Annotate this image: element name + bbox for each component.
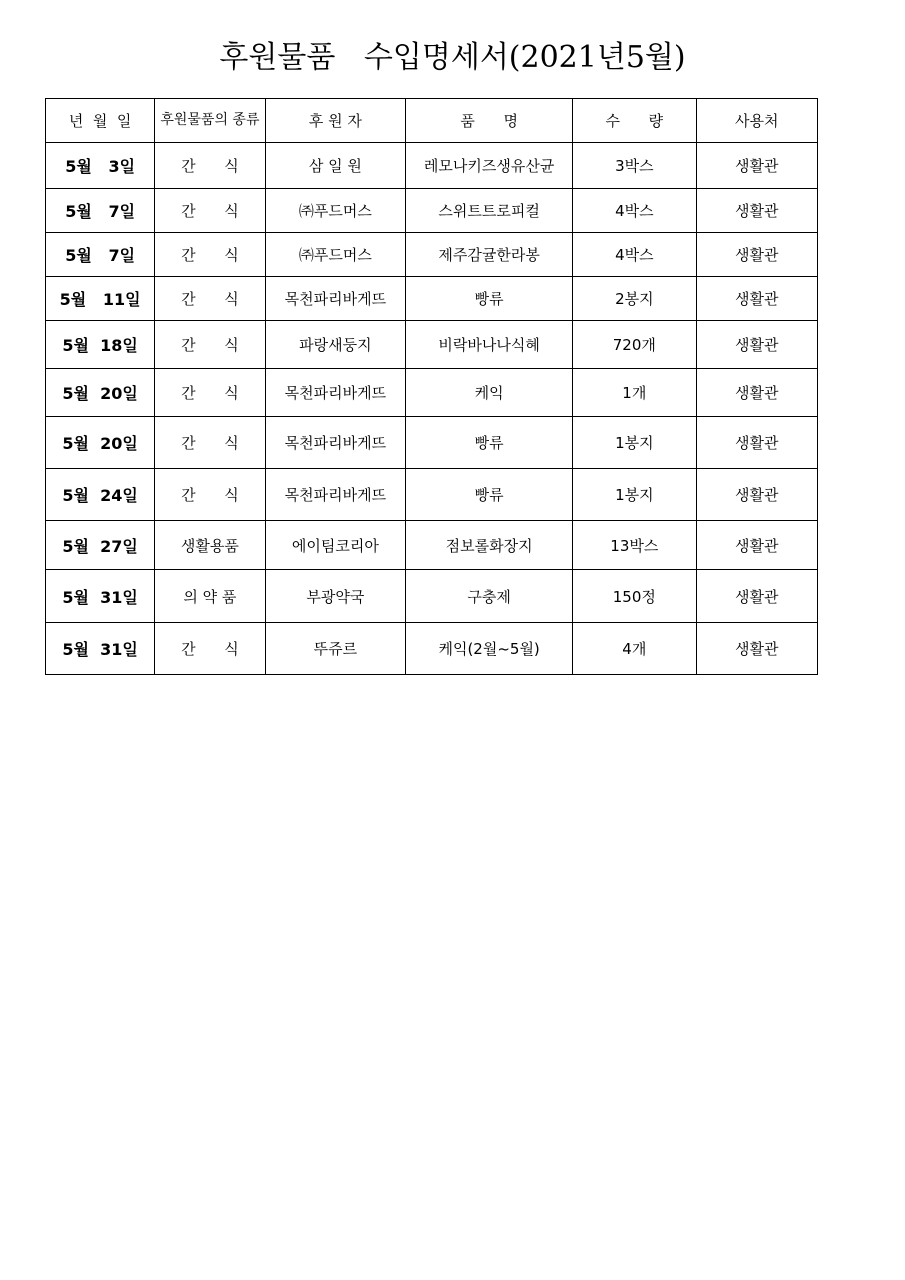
table-row xyxy=(46,469,818,521)
cell-kind: 의 약 품 xyxy=(155,570,265,623)
cell-qty: 3박스 xyxy=(573,143,696,189)
cell-qty: 150정 xyxy=(573,570,696,623)
table-row xyxy=(46,143,818,189)
cell-use: 생활관 xyxy=(696,417,817,469)
cell-item: 제주감귤한라봉 xyxy=(406,233,573,277)
table-row xyxy=(46,521,818,570)
cell-donor: 목천파리바게뜨 xyxy=(265,369,406,417)
cell-kind: 간 식 xyxy=(155,189,265,233)
table-row xyxy=(46,623,818,675)
cell-qty: 4박스 xyxy=(573,233,696,277)
cell-kind: 간 식 xyxy=(155,277,265,321)
cell-qty: 2봉지 xyxy=(573,277,696,321)
cell-donor: 에이팀코리아 xyxy=(265,521,406,570)
document-title: 후원물품 수입명세서(2021년5월) xyxy=(219,40,686,75)
header-qty: 수 량 xyxy=(573,99,696,143)
cell-date: 5월 20일 xyxy=(46,369,155,417)
cell-item: 점보롤화장지 xyxy=(406,521,573,570)
cell-kind: 간 식 xyxy=(155,469,265,521)
cell-donor: 목천파리바게뜨 xyxy=(265,277,406,321)
cell-kind: 간 식 xyxy=(155,417,265,469)
cell-kind: 생활용품 xyxy=(155,521,265,570)
cell-donor: 파랑새둥지 xyxy=(265,321,406,369)
cell-item: 빵류 xyxy=(406,277,573,321)
cell-donor: 뚜쥬르 xyxy=(265,623,406,675)
cell-use: 생활관 xyxy=(696,623,817,675)
cell-date: 5월 20일 xyxy=(46,417,155,469)
cell-kind: 간 식 xyxy=(155,233,265,277)
cell-item: 레모나키즈생유산균 xyxy=(406,143,573,189)
cell-use: 생활관 xyxy=(696,469,817,521)
header-donor: 후 원 자 xyxy=(265,99,406,143)
header-use: 사용처 xyxy=(696,99,817,143)
cell-qty: 4개 xyxy=(573,623,696,675)
cell-item: 케익(2월~5월) xyxy=(406,623,573,675)
donation-receipt-table xyxy=(45,98,818,675)
table-row xyxy=(46,277,818,321)
cell-donor: 삼 일 원 xyxy=(265,143,406,189)
cell-qty: 1개 xyxy=(573,369,696,417)
table-row xyxy=(46,417,818,469)
cell-date: 5월 18일 xyxy=(46,321,155,369)
table-header-row xyxy=(46,99,818,143)
cell-date: 5월 24일 xyxy=(46,469,155,521)
cell-kind: 간 식 xyxy=(155,623,265,675)
cell-use: 생활관 xyxy=(696,521,817,570)
cell-use: 생활관 xyxy=(696,369,817,417)
cell-donor: ㈜푸드머스 xyxy=(265,189,406,233)
cell-qty: 1봉지 xyxy=(573,417,696,469)
cell-qty: 720개 xyxy=(573,321,696,369)
table-row xyxy=(46,369,818,417)
cell-item: 케익 xyxy=(406,369,573,417)
cell-date: 5월 11일 xyxy=(46,277,155,321)
cell-donor: ㈜푸드머스 xyxy=(265,233,406,277)
cell-kind: 간 식 xyxy=(155,369,265,417)
cell-use: 생활관 xyxy=(696,233,817,277)
cell-qty: 4박스 xyxy=(573,189,696,233)
cell-use: 생활관 xyxy=(696,277,817,321)
cell-date: 5월 3일 xyxy=(46,143,155,189)
table-row xyxy=(46,189,818,233)
cell-date: 5월 27일 xyxy=(46,521,155,570)
cell-kind: 간 식 xyxy=(155,143,265,189)
table-row xyxy=(46,321,818,369)
header-item: 품 명 xyxy=(406,99,573,143)
cell-use: 생활관 xyxy=(696,321,817,369)
cell-item: 비락바나나식혜 xyxy=(406,321,573,369)
cell-use: 생활관 xyxy=(696,189,817,233)
header-kind: 후원물품의 종류 xyxy=(155,99,265,143)
cell-item: 스위트트로피컬 xyxy=(406,189,573,233)
cell-item: 구충제 xyxy=(406,570,573,623)
cell-date: 5월 31일 xyxy=(46,570,155,623)
table-row xyxy=(46,570,818,623)
cell-qty: 13박스 xyxy=(573,521,696,570)
cell-date: 5월 7일 xyxy=(46,189,155,233)
cell-use: 생활관 xyxy=(696,570,817,623)
cell-date: 5월 31일 xyxy=(46,623,155,675)
cell-item: 빵류 xyxy=(406,469,573,521)
cell-use: 생활관 xyxy=(696,143,817,189)
header-date: 년 월 일 xyxy=(46,99,155,143)
cell-qty: 1봉지 xyxy=(573,469,696,521)
cell-donor: 목천파리바게뜨 xyxy=(265,469,406,521)
cell-date: 5월 7일 xyxy=(46,233,155,277)
cell-donor: 목천파리바게뜨 xyxy=(265,417,406,469)
table-row xyxy=(46,233,818,277)
cell-kind: 간 식 xyxy=(155,321,265,369)
cell-donor: 부광약국 xyxy=(265,570,406,623)
cell-item: 빵류 xyxy=(406,417,573,469)
